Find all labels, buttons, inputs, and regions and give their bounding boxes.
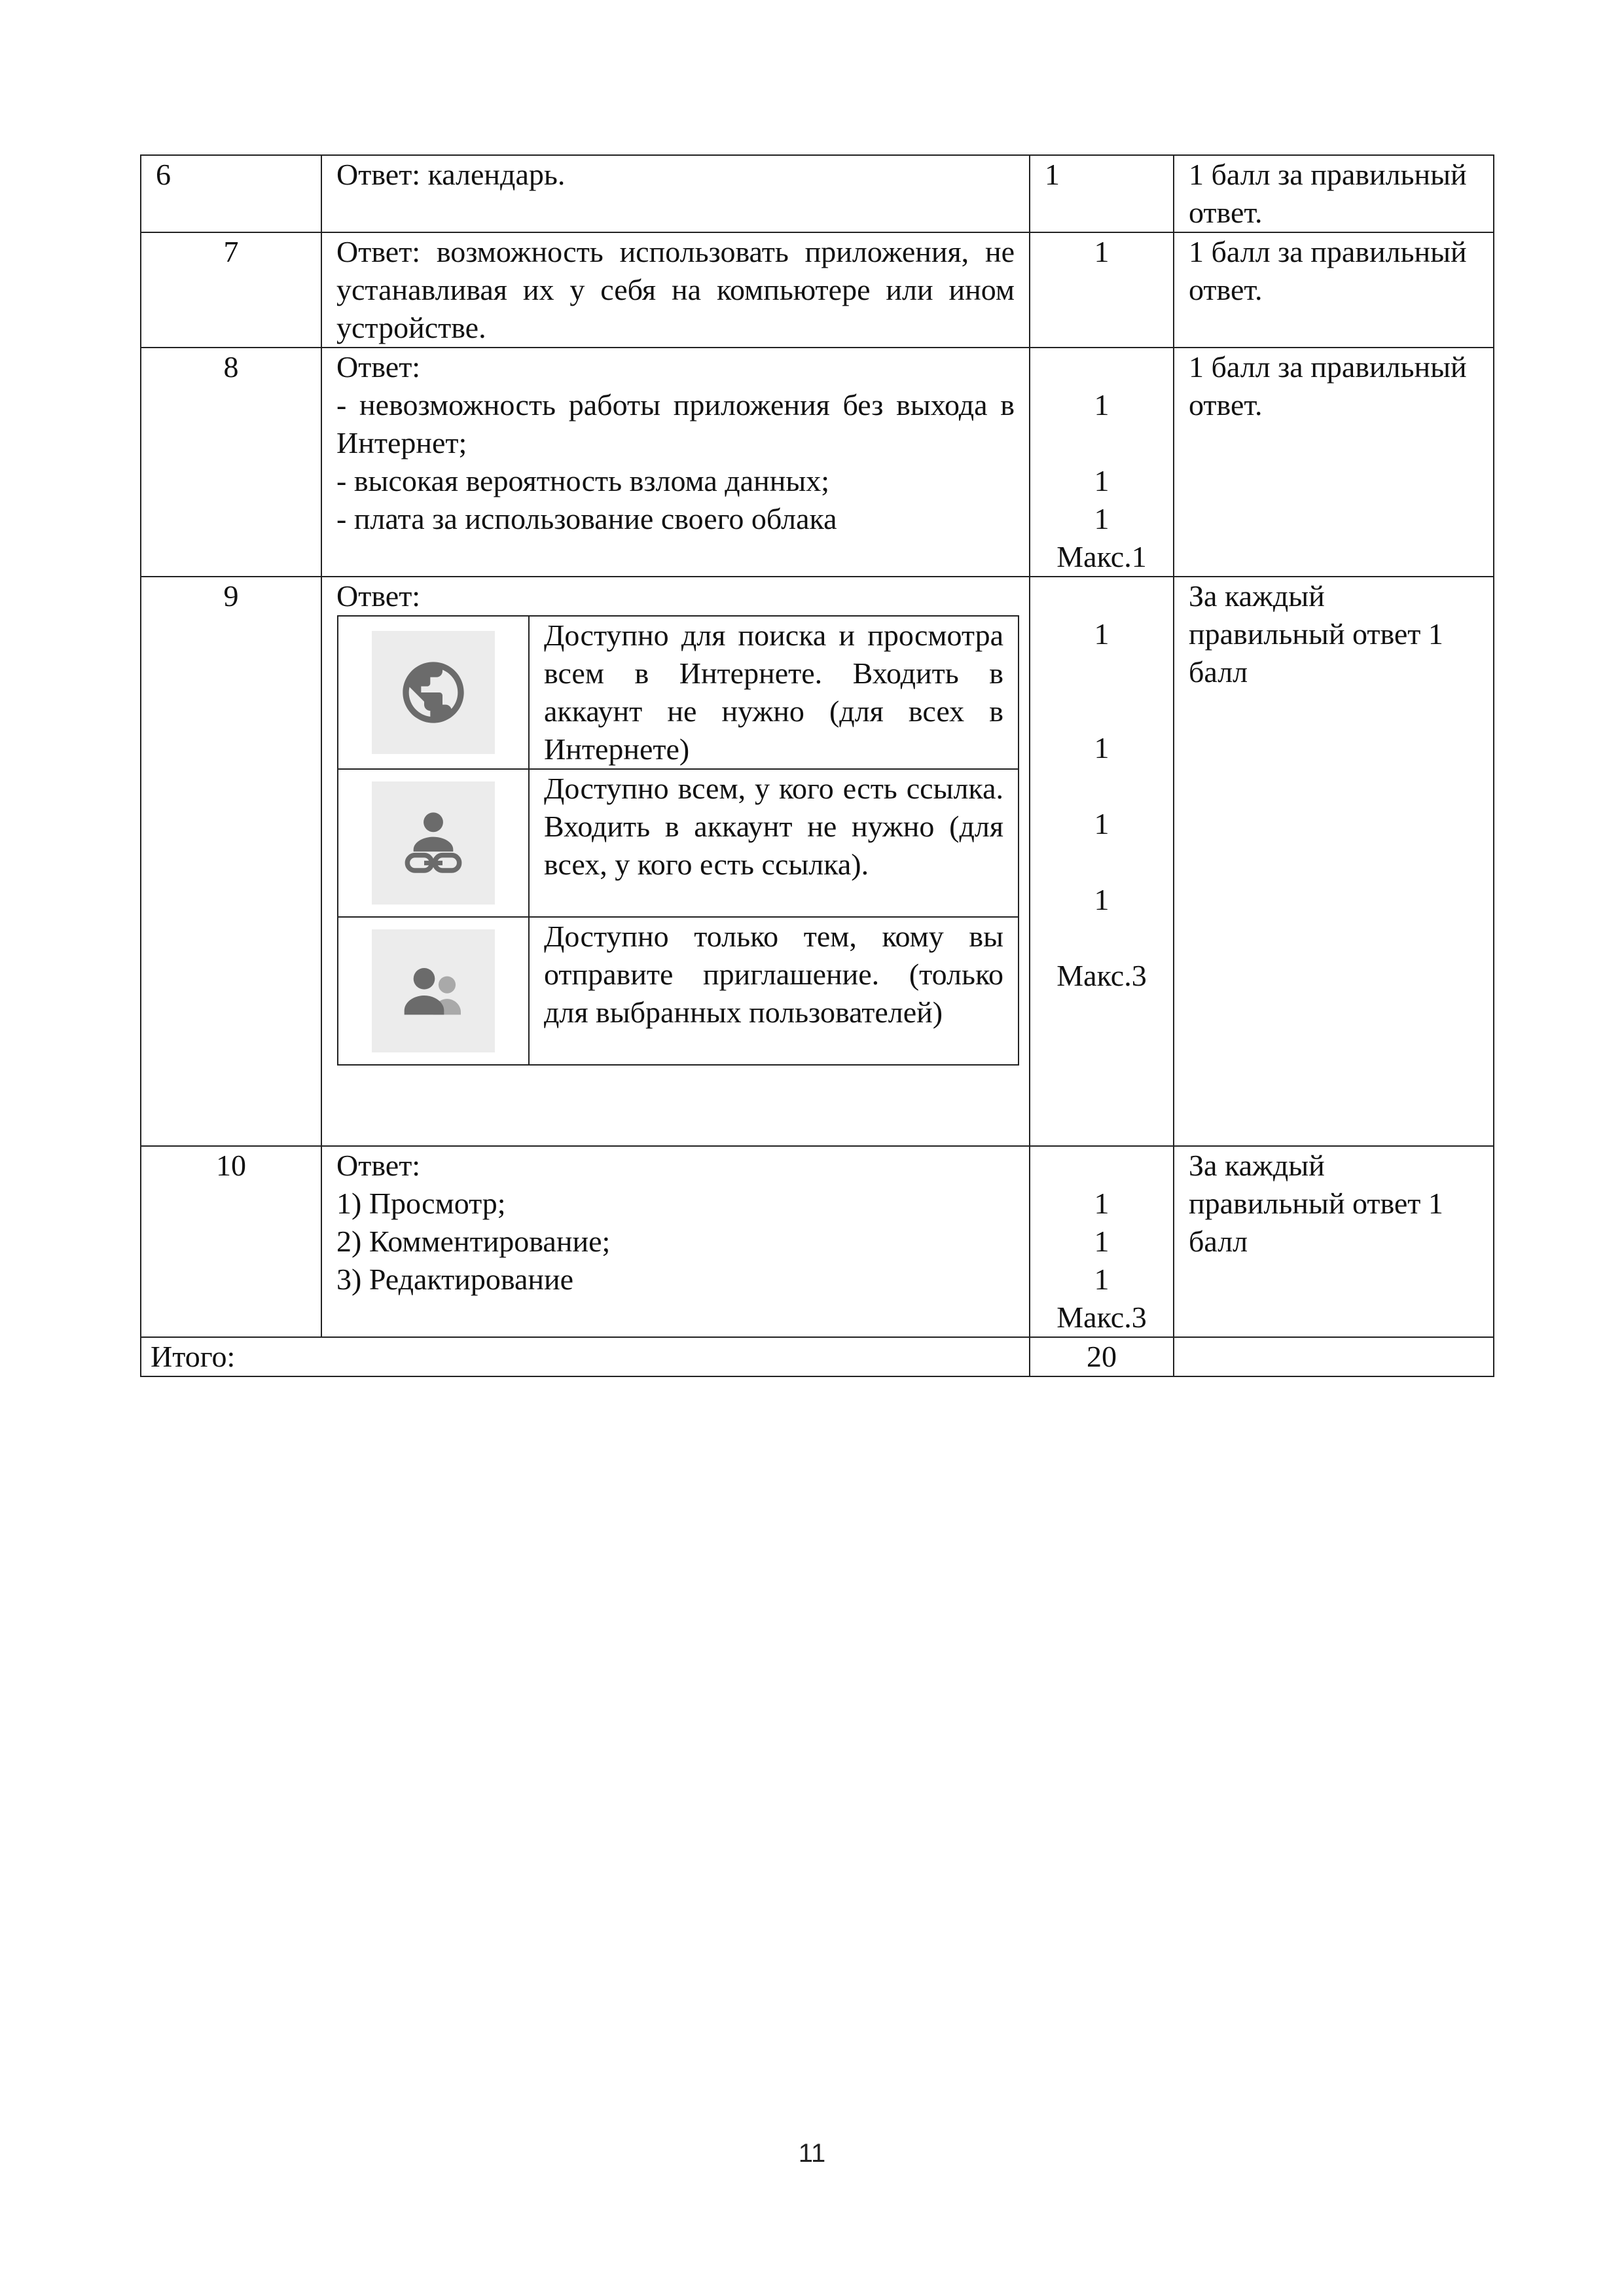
people-icon bbox=[372, 929, 495, 1052]
table-row bbox=[141, 155, 1494, 232]
answer-text: Ответ: календарь. bbox=[336, 158, 566, 191]
answer-text: Ответ: возможность использовать приложения, не устанавливая их у себя на компьютере или ином устройстве. bbox=[336, 235, 1015, 344]
grading-table bbox=[140, 154, 1494, 1377]
points-cell bbox=[1030, 348, 1174, 577]
answer-label: Ответ: bbox=[336, 350, 421, 384]
criteria-cell: За каждый правильный ответ 1 балл bbox=[1174, 1146, 1494, 1337]
criteria-cell: 1 балл за правильный ответ. bbox=[1174, 232, 1494, 348]
points-cell bbox=[1030, 577, 1174, 1146]
points-cell bbox=[1030, 1146, 1174, 1337]
points-value: 1 bbox=[1094, 807, 1110, 840]
task-number: 6 bbox=[141, 155, 321, 232]
table-row bbox=[141, 348, 1494, 577]
points-value: 1 bbox=[1094, 464, 1110, 497]
task-number: 8 bbox=[141, 348, 321, 577]
answer-item: 1) Просмотр; bbox=[336, 1187, 506, 1220]
points-value: 1 bbox=[1094, 1225, 1110, 1258]
answer-label: Ответ: bbox=[336, 579, 421, 613]
points-value: 1 bbox=[1094, 883, 1110, 916]
points-value: 1 bbox=[1045, 158, 1060, 191]
points-value: 1 bbox=[1094, 388, 1110, 422]
points-max: Макс.3 bbox=[1056, 1300, 1147, 1334]
points-cell bbox=[1030, 155, 1174, 232]
total-row bbox=[141, 1337, 1494, 1376]
total-value: 20 bbox=[1030, 1337, 1174, 1376]
points-value: 1 bbox=[1094, 1187, 1110, 1220]
table-row bbox=[141, 577, 1494, 1146]
points-max: Макс.1 bbox=[1056, 540, 1147, 573]
access-option-text: Доступно всем, у кого есть ссылка. Входить в аккаунт не нужно (для всех, у кого есть ссылка). bbox=[529, 769, 1019, 917]
person-link-icon bbox=[372, 781, 495, 905]
answer-item: - высокая вероятность взлома данных; bbox=[336, 464, 830, 497]
points-value: 1 bbox=[1094, 1263, 1110, 1296]
answer-item: 2) Комментирование; bbox=[336, 1225, 611, 1258]
points-max: Макс.3 bbox=[1056, 959, 1147, 992]
criteria-cell: За каждый правильный ответ 1 балл bbox=[1174, 577, 1494, 1146]
access-option-row bbox=[338, 616, 1019, 769]
answer-item: - плата за использование своего облака bbox=[336, 502, 837, 535]
points-value: 1 bbox=[1094, 502, 1110, 535]
answer-cell bbox=[321, 348, 1030, 577]
answer-item: - невозможность работы приложения без выхода в Интернет; bbox=[336, 388, 1015, 459]
task-number: 9 bbox=[141, 577, 321, 1146]
access-option-text: Доступно для поиска и просмотра всем в Интернете. Входить в аккаунт не нужно (для всех в Интернете) bbox=[529, 616, 1019, 769]
access-option-row bbox=[338, 917, 1019, 1065]
task-number: 7 bbox=[141, 232, 321, 348]
answer-cell bbox=[321, 232, 1030, 348]
globe-icon bbox=[372, 631, 495, 754]
answer-item: 3) Редактирование bbox=[336, 1263, 574, 1296]
criteria-cell: 1 балл за правильный ответ. bbox=[1174, 348, 1494, 577]
page-number: 11 bbox=[798, 2139, 826, 2168]
points-value: 1 bbox=[1094, 235, 1110, 268]
answer-cell bbox=[321, 577, 1030, 1146]
points-value: 1 bbox=[1094, 731, 1110, 764]
criteria-cell: 1 балл за правильный ответ. bbox=[1174, 155, 1494, 232]
answer-cell bbox=[321, 155, 1030, 232]
answer-cell bbox=[321, 1146, 1030, 1337]
table-row bbox=[141, 1146, 1494, 1337]
table-row bbox=[141, 232, 1494, 348]
access-option-text: Доступно только тем, кому вы отправите приглашение. (только для выбранных пользователей) bbox=[529, 917, 1019, 1065]
points-cell bbox=[1030, 232, 1174, 348]
points-value: 1 bbox=[1094, 617, 1110, 651]
task-number: 10 bbox=[141, 1146, 321, 1337]
access-options-table bbox=[337, 615, 1019, 1066]
total-criteria-empty bbox=[1174, 1337, 1494, 1376]
answer-label: Ответ: bbox=[336, 1149, 421, 1182]
total-label: Итого: bbox=[141, 1337, 1030, 1376]
access-option-row bbox=[338, 769, 1019, 917]
